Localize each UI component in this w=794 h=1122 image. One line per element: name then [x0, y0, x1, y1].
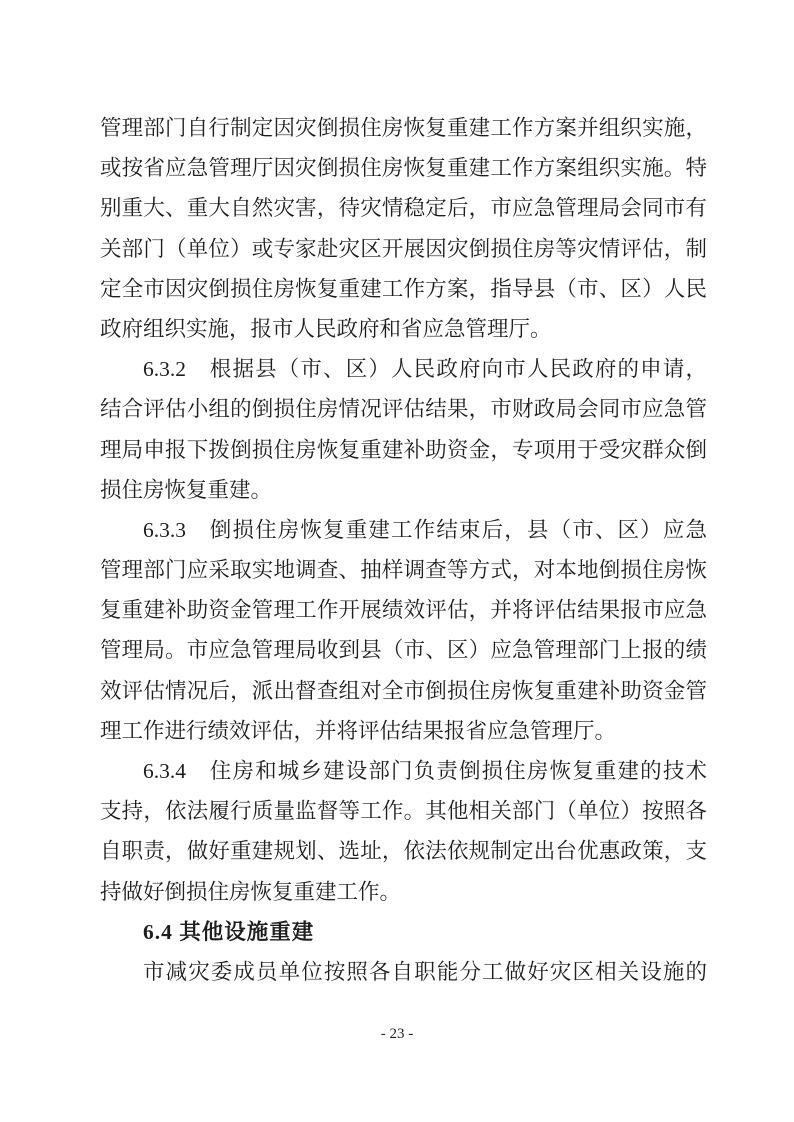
text-line: 管理部门自行制定因灾倒损住房恢复重建工作方案并组织实施，: [100, 116, 707, 140]
text-line: 复重建补助资金管理工作开展绩效评估，并将评估结果报市应急: [100, 598, 707, 623]
text-line: 自职责，做好重建规划、选址，依法依规制定出台优惠政策，支: [100, 839, 707, 864]
text-line: 结合评估小组的倒损住房情况评估结果，市财政局会同市应急管: [100, 397, 707, 422]
text-line: 市减灾委成员单位按照各自职能分工做好灾区相关设施的: [143, 959, 707, 984]
text-line: 关部门（单位）或专家赴灾区开展因灾倒损住房等灾情评估，制: [100, 236, 707, 261]
document-body: [100, 108, 707, 992]
text-line: 支持，依法履行质量监督等工作。其他相关部门（单位）按照各: [100, 799, 707, 824]
text-line: 管理部门应采取实地调查、抽样调查等方式，对本地倒损住房恢: [100, 558, 707, 583]
text-line: 持做好倒损住房恢复重建工作。: [100, 879, 402, 904]
text-line: 理工作进行绩效评估，并将评估结果报省应急管理厅。: [100, 718, 617, 743]
text-line: 管理局。市应急管理局收到县（市、区）应急管理部门上报的绩: [100, 638, 707, 663]
text-line: 政府组织实施，报市人民政府和省应急管理厅。: [100, 316, 552, 341]
text-line: 定全市因灾倒损住房恢复重建工作方案，指导县（市、区）人民: [100, 276, 707, 301]
page-number: - 23 -: [380, 1026, 414, 1042]
section-heading: 6.4 其他设施重建: [143, 919, 315, 944]
text-line: 别重大、重大自然灾害，待灾情稳定后，市应急管理局会同市有: [100, 196, 707, 221]
text-line: 6.3.2 根据县（市、区）人民政府向市人民政府的申请，: [143, 357, 707, 382]
text-line: 6.3.4 住房和城乡建设部门负责倒损住房恢复重建的技术: [143, 759, 707, 783]
text-line: 效评估情况后，派出督查组对全市倒损住房恢复重建补助资金管: [100, 678, 707, 703]
text-line: 6.3.3 倒损住房恢复重建工作结束后，县（市、区）应急: [143, 517, 707, 542]
text-line: 或按省应急管理厅因灾倒损住房恢复重建工作方案组织实施。特: [100, 156, 707, 181]
text-line: 理局申报下拨倒损住房恢复重建补助资金，专项用于受灾群众倒: [100, 437, 707, 462]
text-line: 损住房恢复重建。: [100, 477, 273, 502]
